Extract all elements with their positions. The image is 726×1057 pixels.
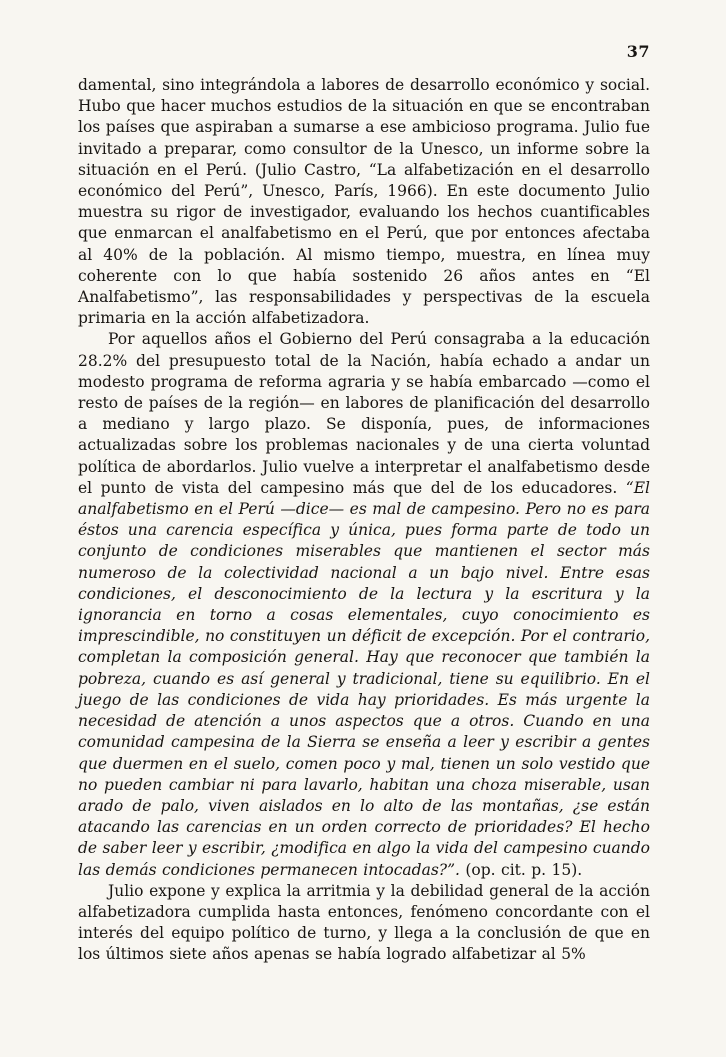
text-segment-normal: damental, sino integrándola a labores de desarrollo económico y social. Hubo que hacer muchos estudios de la situación en que se encontraban los países que aspiraban a sumarse a ese ambicioso programa. Julio fue invitado a preparar, como consultor de la Unesco, un informe sobre la situación en el Perú. (Julio Castro, “La alfabetización en el desarrollo económico del Perú”, Unesco, París, 1966). En este documento Julio muestra su rigor de investigador, evaluando los hechos cuantificables que enmarcan el analfabetismo en el Perú, que por entonces afectaba al 40% de la población. Al mismo tiempo, muestra, en línea muy coherente con lo que había sostenido 26 años antes en “El Analfabetismo”, las responsabilidades y perspectivas de la escuela primaria en la acción alfabetizadora.: [78, 76, 650, 328]
body-text: [78, 75, 650, 966]
paragraph: [78, 881, 650, 966]
paragraph: [78, 329, 650, 880]
text-segment-normal: (op. cit. p. 15).: [459, 860, 583, 879]
text-segment-normal: Julio expone y explica la arritmia y la debilidad general de la acción alfabetizadora cumplida hasta entonces, fenómeno concordante con el interés del equipo político de turno, y llega a la conclusión de que en los últimos siete años apenas se había logrado alfabetizar al 5%: [78, 881, 650, 964]
paragraph: [78, 75, 650, 329]
text-segment-italic: “El analfabetismo en el Perú —dice— es mal de campesino. Pero no es para éstos una carencia específica y única, pues forma parte de todo un conjunto de condiciones miserables que mantienen el sector más numeroso de la colectividad nacional a un bajo nivel. Entre esas condiciones, el desconocimiento de la lectura y la escritura y la ignorancia en torno a cosas elementales, cuyo conocimiento es imprescindible, no constituyen un déficit de excepción. Por el contrario, completan la composición general. Hay que reconocer que también la pobreza, cuando es así general y tradicional, tiene su equilibrio. En el juego de las condiciones de vida hay prioridades. Es más urgente la necesidad de atención a unos aspectos que a otros. Cuando en una comunidad campesina de la Sierra se enseña a leer y escribir a gentes que duermen en el suelo, comen poco y mal, tienen un solo vestido que no pueden cambiar ni para lavarlo, habitan una choza miserable, usan arado de palo, viven aislados en lo alto de las montañas, ¿se están atacando las carencias en un orden correcto de prioridades? El hecho de saber leer y escribir, ¿modifica en algo la vida del campesino cuando las demás condiciones permanecen intocadas?”.: [78, 478, 650, 879]
text-segment-normal: Por aquellos años el Gobierno del Perú consagraba a la educación 28.2% del presupuesto total de la Nación, había echado a andar un modesto programa de reforma agraria y se había embarcado —como el resto de países de la región— en labores de planificación del desarrollo a mediano y largo plazo. Se disponía, pues, de informaciones actualizadas sobre los problemas nacionales y de una cierta voluntad política de abordarlos. Julio vuelve a interpretar el analfabetismo desde el punto de vista del campesino más que del de los educadores.: [78, 330, 650, 497]
page-number: 37: [626, 42, 650, 61]
